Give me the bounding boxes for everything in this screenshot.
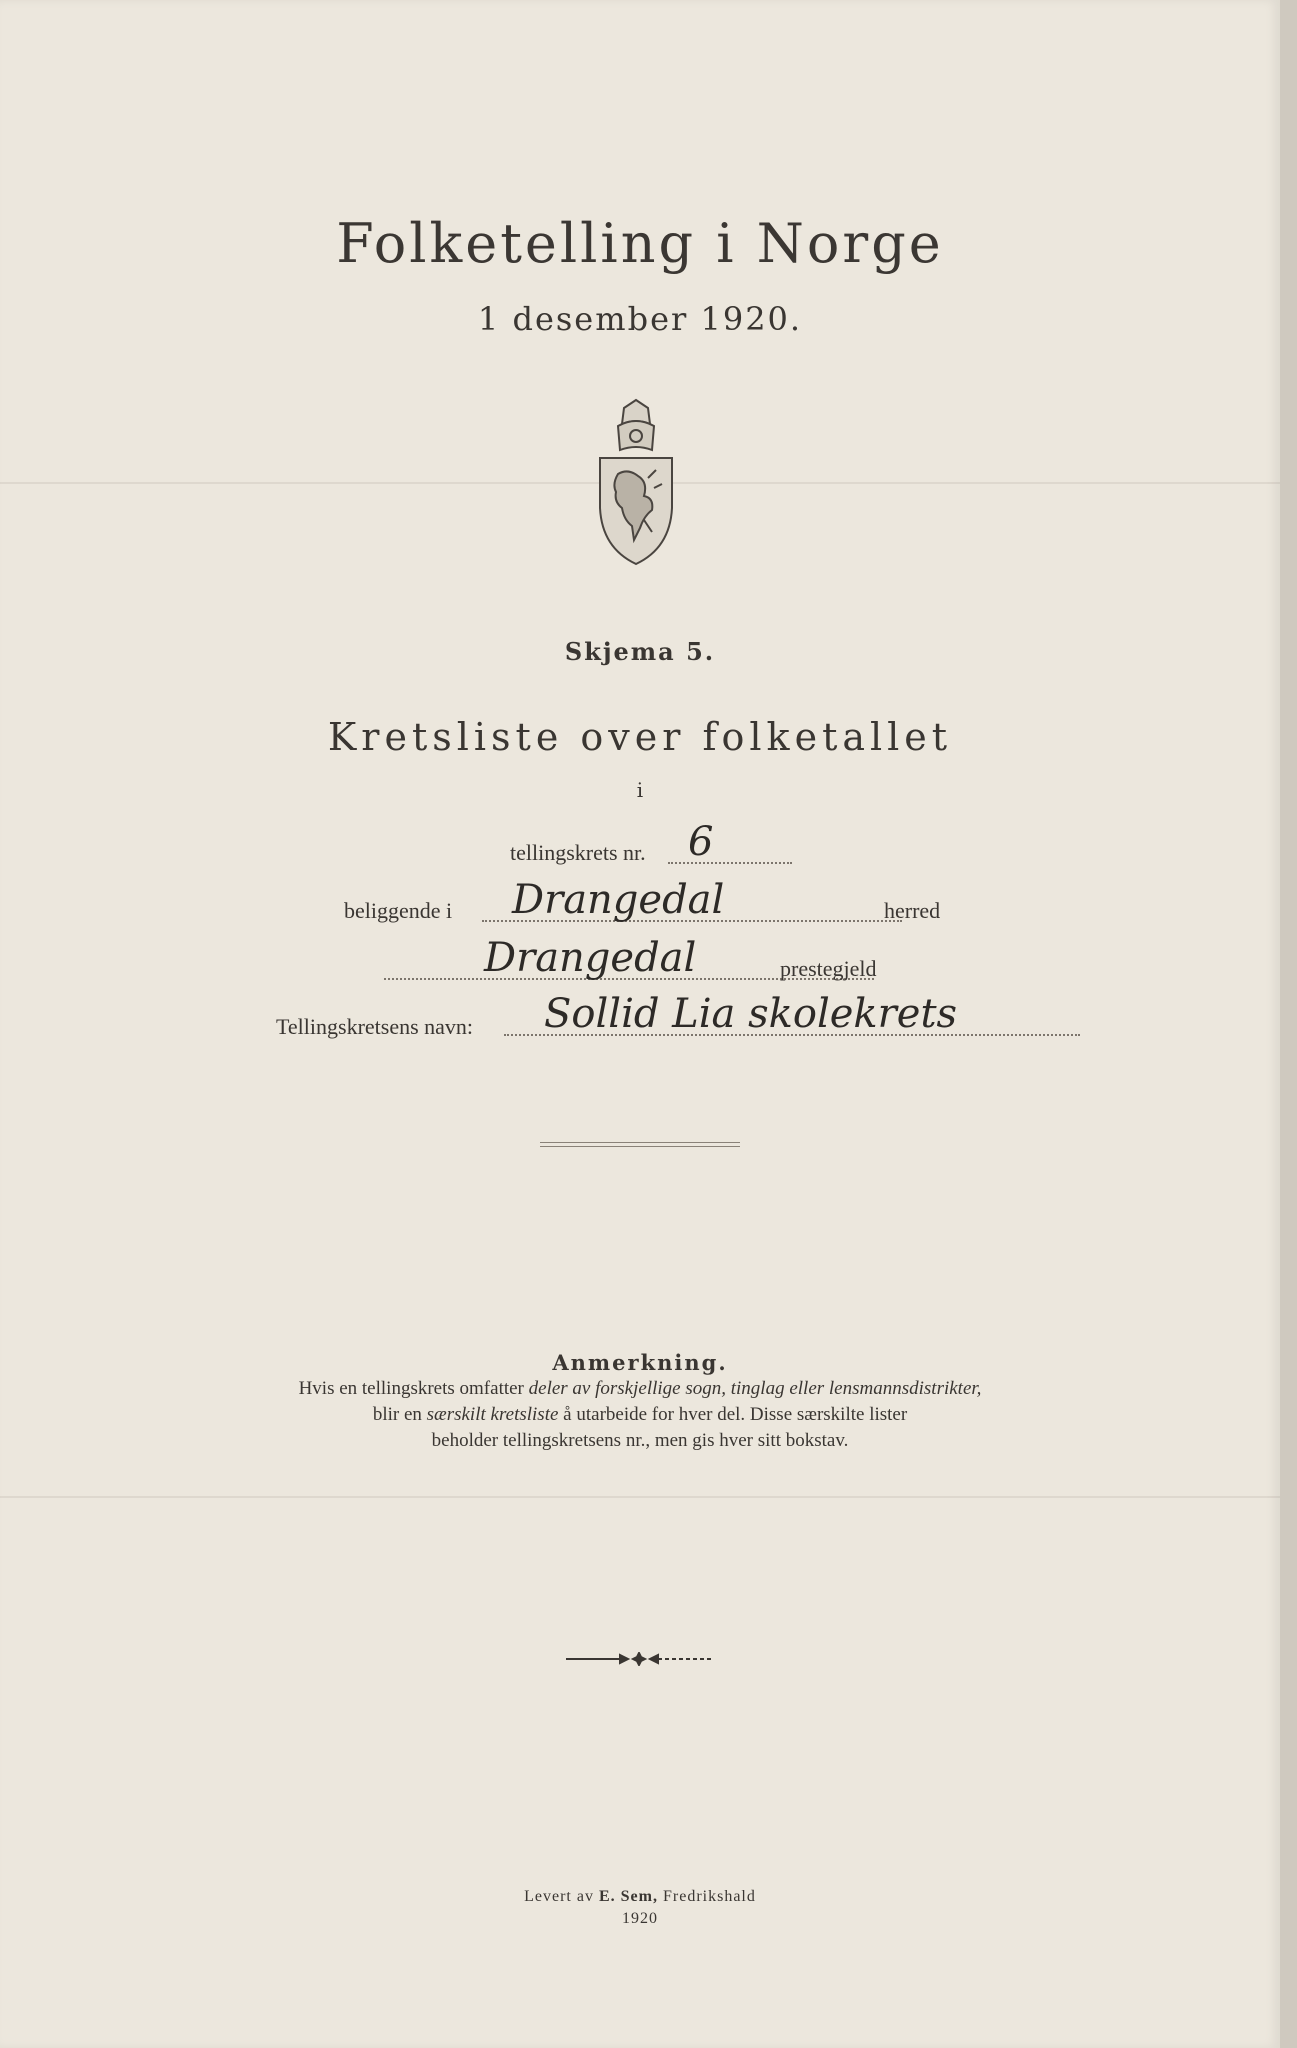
district-number-field[interactable]: 6: [668, 822, 792, 864]
note-line-3: beholder tellingskretsens nr., men gis hver sitt bokstav.: [431, 1430, 849, 1451]
printer-line: [0, 1888, 1280, 1906]
connector-word: i: [636, 778, 644, 802]
note-text: blir en: [372, 1404, 427, 1425]
section-divider: [540, 1142, 740, 1147]
note-text: å utarbeide for hver del. Disse særskilte lister: [558, 1404, 908, 1425]
printer-prefix: Levert av: [524, 1888, 599, 1905]
herred-label: herred: [884, 898, 941, 923]
parish-label: prestegjeld: [780, 956, 877, 981]
schema-number: Skjema 5.: [564, 637, 716, 666]
ornament-divider-icon: [564, 1652, 714, 1666]
note-emphasis: særskilt kretsliste: [426, 1404, 559, 1425]
note-line-2: [0, 1404, 1280, 1426]
form-subtitle: Kretsliste over folketallet: [327, 715, 953, 759]
printer-city: Fredrikshald: [657, 1888, 756, 1905]
census-date: 1 desember 1920.: [477, 300, 803, 338]
parish-field[interactable]: Drangedal: [384, 938, 874, 980]
form-title: Folketelling i Norge: [336, 212, 944, 275]
note-line-1: [0, 1378, 1280, 1400]
note-text: Hvis en tellingskrets omfatter: [298, 1378, 529, 1399]
coat-of-arms-icon: [594, 398, 678, 568]
located-in-label: beliggende i: [344, 898, 453, 923]
district-number-label: tellingskrets nr.: [510, 840, 646, 865]
note-emphasis: deler av forskjellige sogn, tinglag eller lensmannsdistrikter,: [528, 1378, 982, 1399]
district-name-label: Tellingskretsens navn:: [276, 1014, 474, 1039]
municipality-field[interactable]: Drangedal: [482, 880, 902, 922]
note-heading: Anmerkning.: [552, 1350, 728, 1375]
paper-fold: [0, 1496, 1280, 1498]
district-name-field[interactable]: Sollid Lia skolekrets: [504, 994, 1080, 1036]
printer-year: 1920: [622, 1910, 658, 1927]
printer-name: E. Sem,: [598, 1888, 658, 1905]
